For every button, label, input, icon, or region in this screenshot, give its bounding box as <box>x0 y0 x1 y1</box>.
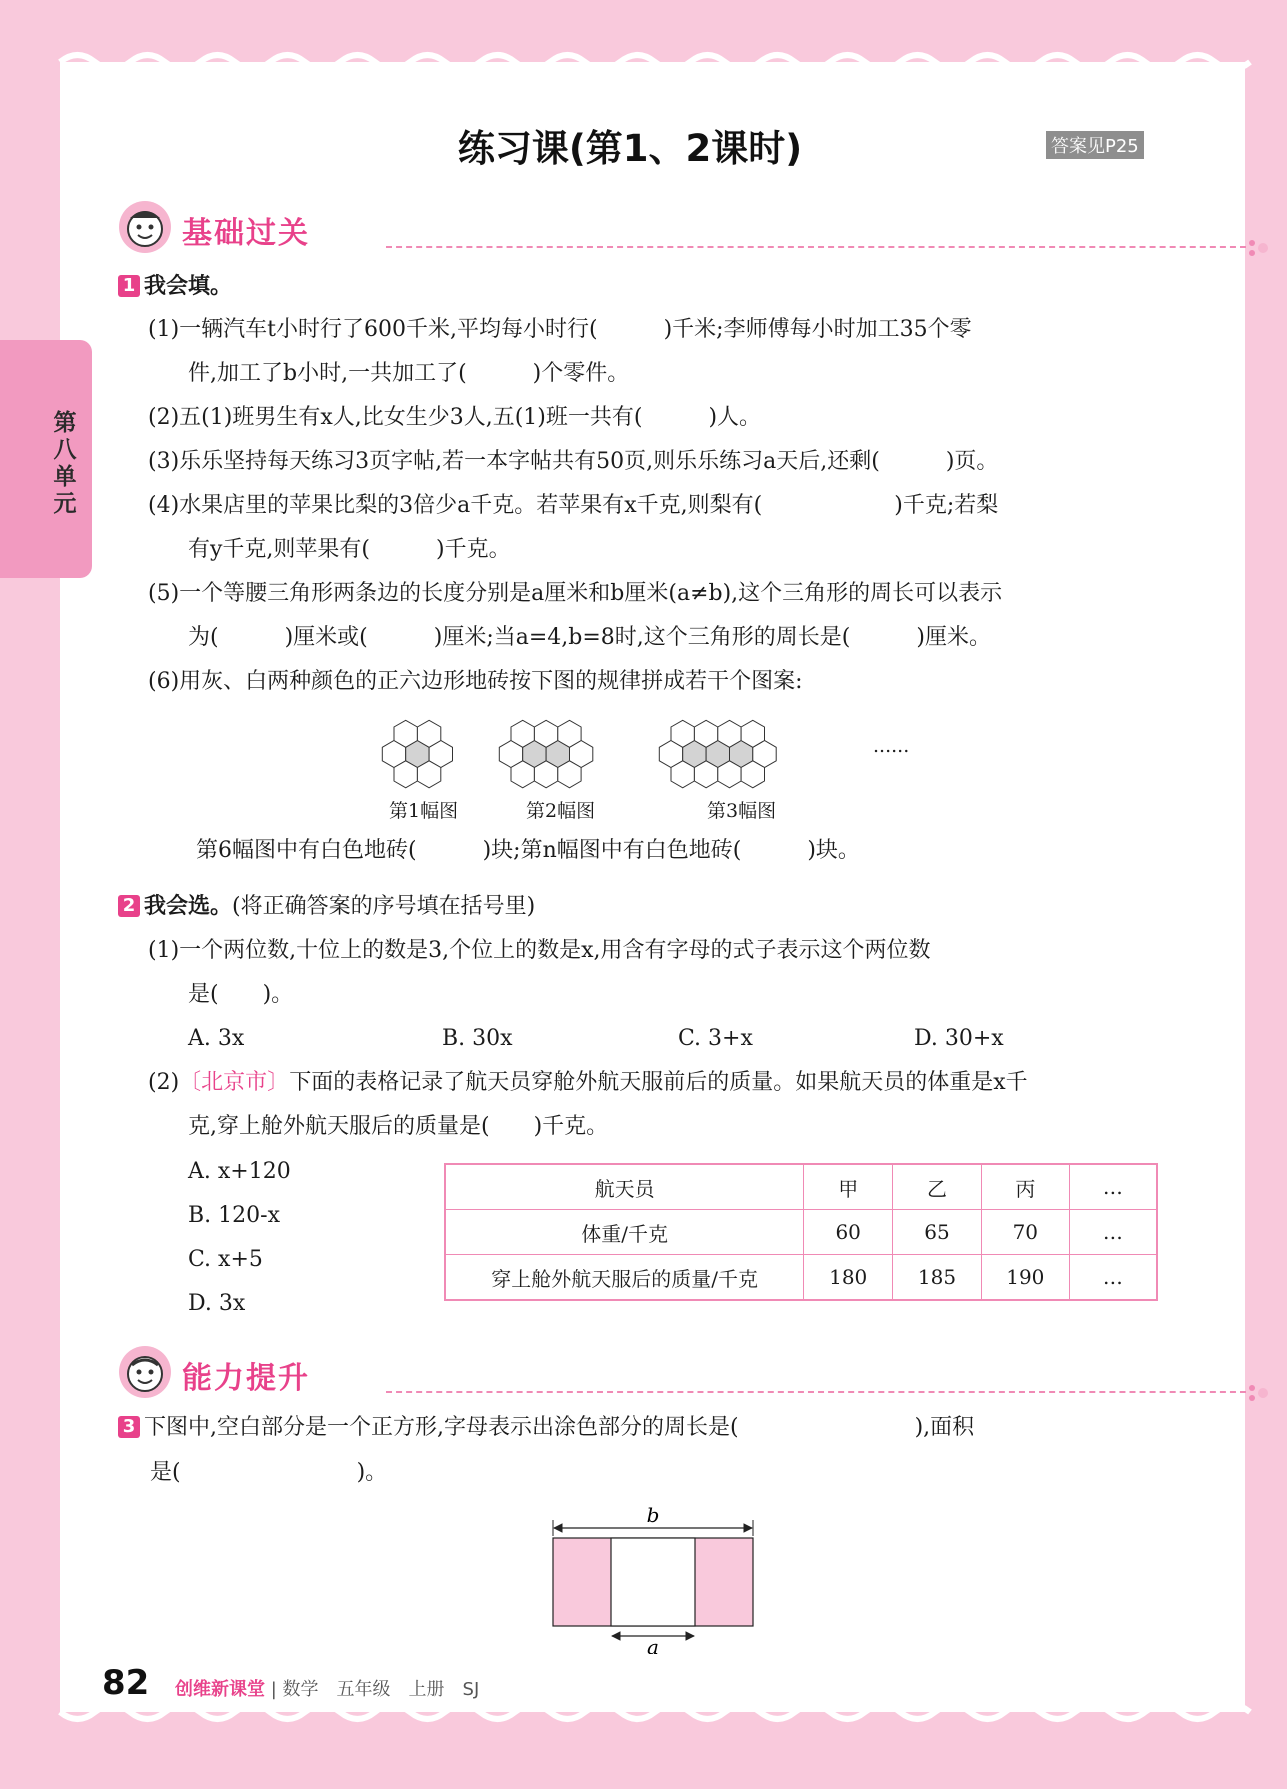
astronaut-mass-table <box>444 1163 1158 1301</box>
question-title-text: 我会选。 <box>144 894 233 919</box>
question-title-note: (将正确答案的序号填在括号里) <box>232 894 536 919</box>
question-number: 2 <box>118 895 140 917</box>
q2-p1-line-1: (1)一个两位数,十位上的数是3,个位上的数是x,用含有字母的式子表示这个两位数 <box>148 938 931 963</box>
q1-line-7: (5)一个等腰三角形两条边的长度分别是a厘米和b厘米(a≠b),这个三角形的周长可以表示 <box>148 581 1003 606</box>
q1-line-3: (2)五(1)班男生有x人,比女生少3人,五(1)班一共有( )人。 <box>148 405 762 430</box>
answer-reference-badge: 答案见P25 <box>1046 131 1144 159</box>
q2-p1-option-b: B. 30x <box>442 1026 513 1051</box>
q1-line-1: (1)一辆汽车t小时行了600千米,平均每小时行( )千米;李师傅每小时加工35个零 <box>148 317 972 342</box>
figure-ellipsis: ...... <box>873 735 910 757</box>
q3-line-1: 3 下图中,空白部分是一个正方形,字母表示出涂色部分的周长是( ),面积 <box>118 1413 974 1443</box>
book-info: 数学 五年级 上册 SJ <box>282 1679 480 1700</box>
section-header-advanced <box>116 1343 1158 1403</box>
brand-name: 创维新课堂 <box>175 1679 265 1700</box>
table-cell: … <box>1069 1164 1157 1210</box>
q2-p2-line-2: 克,穿上舱外航天服后的质量是( )千克。 <box>188 1114 609 1139</box>
table-row <box>445 1255 1157 1301</box>
table-cell: 体重/千克 <box>445 1210 804 1255</box>
question-number: 1 <box>118 275 140 297</box>
mascot-icon <box>116 1343 174 1401</box>
label-b: b <box>646 1504 660 1527</box>
table-cell: 65 <box>893 1210 982 1255</box>
page-number: 82 <box>102 1663 150 1703</box>
question-2-title <box>118 892 535 922</box>
q1-after-figure: 第6幅图中有白色地砖( )块;第n幅图中有白色地砖( )块。 <box>196 838 860 863</box>
q2-p2-line-1: (2)〔北京市〕下面的表格记录了航天员穿舱外航天服前后的质量。如果航天员的体重是x千 <box>148 1070 1028 1095</box>
table-cell: 60 <box>804 1210 893 1255</box>
question-number: 3 <box>118 1416 140 1438</box>
table-cell: 穿上舱外航天服后的质量/千克 <box>445 1255 804 1301</box>
table-cell: 甲 <box>804 1164 893 1210</box>
q2-p2-option-c: C. x+5 <box>188 1247 263 1272</box>
decor-dots-icon <box>1246 238 1276 258</box>
q2-p2-option-b: B. 120-x <box>188 1203 280 1228</box>
table-row <box>445 1210 1157 1255</box>
table-cell: 丙 <box>981 1164 1069 1210</box>
q1-line-9: (6)用灰、白两种颜色的正六边形地砖按下图的规律拼成若干个图案: <box>148 669 803 694</box>
square-shaded-figure <box>548 1504 768 1654</box>
q1-line-5: (4)水果店里的苹果比梨的3倍少a千克。若苹果有x千克,则梨有( )千克;若梨 <box>148 493 999 518</box>
label-a: a <box>647 1635 659 1654</box>
q1-line-4: (3)乐乐坚持每天练习3页字帖,若一本字帖共有50页,则乐乐练习a天后,还剩( )页。 <box>148 449 999 474</box>
q2-p1-option-a: A. 3x <box>188 1026 245 1051</box>
mascot-icon <box>116 198 174 256</box>
q3-line-2: 是( )。 <box>150 1460 388 1485</box>
figure-caption-3: 第3幅图 <box>707 800 777 822</box>
unit-tab <box>0 340 92 578</box>
q2-p2-option-a: A. x+120 <box>188 1159 291 1184</box>
q1-line-8: 为( )厘米或( )厘米;当a=4,b=8时,这个三角形的周长是( )厘米。 <box>188 625 991 650</box>
q2-p1-option-c: C. 3+x <box>678 1026 753 1051</box>
table-row <box>445 1164 1157 1210</box>
section-header-basic <box>116 198 1158 258</box>
hexagon-tile-figures <box>380 710 980 820</box>
decor-dots-icon <box>1246 1383 1276 1403</box>
table-cell: 180 <box>804 1255 893 1301</box>
q2-p1-line-2: 是( )。 <box>188 982 294 1007</box>
figure-caption-1: 第1幅图 <box>389 800 459 822</box>
q1-line-2: 件,加工了b小时,一共加工了( )个零件。 <box>188 361 630 386</box>
section-title: 能力提升 <box>182 1361 310 1396</box>
q1-line-6: 有y千克,则苹果有( )千克。 <box>188 537 511 562</box>
table-cell: 185 <box>893 1255 982 1301</box>
q2-p1-option-d: D. 30+x <box>914 1026 1004 1051</box>
unit-tab-label: 第八单元 <box>53 410 77 517</box>
table-cell: … <box>1069 1210 1157 1255</box>
q2-p2-option-d: D. 3x <box>188 1291 246 1316</box>
figure-caption-2: 第2幅图 <box>526 800 596 822</box>
question-title-text: 我会填。 <box>144 274 233 299</box>
question-1-title <box>118 272 232 302</box>
footer-brand: 创维新课堂 | 数学 五年级 上册 SJ <box>175 1679 480 1700</box>
region-tag: 〔北京市〕 <box>179 1070 290 1095</box>
table-cell: 乙 <box>893 1164 982 1210</box>
table-cell: 70 <box>981 1210 1069 1255</box>
table-cell: 航天员 <box>445 1164 804 1210</box>
table-cell: … <box>1069 1255 1157 1301</box>
page-title: 练习课(第1、2课时) <box>457 127 803 170</box>
section-title: 基础过关 <box>182 216 310 251</box>
table-cell: 190 <box>981 1255 1069 1301</box>
